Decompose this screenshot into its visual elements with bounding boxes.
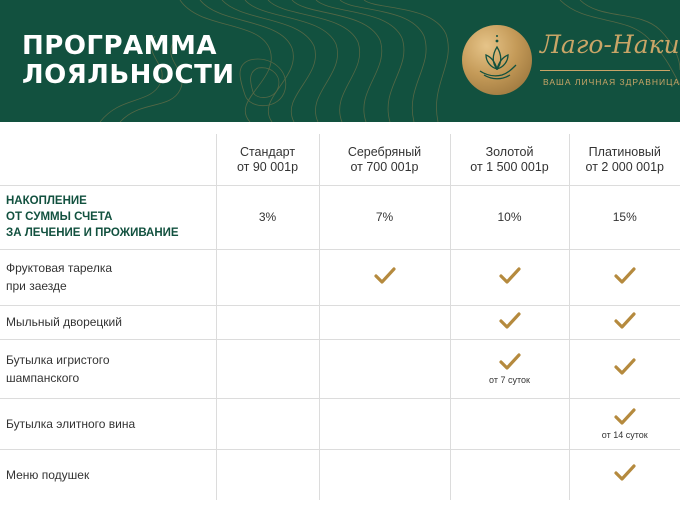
- logo-emblem: [462, 25, 532, 95]
- check-icon: [614, 358, 636, 376]
- accrual-value: 15%: [569, 185, 680, 249]
- perk-cell: [450, 249, 569, 305]
- level-min: от 1 500 001р: [470, 160, 549, 175]
- perk-cell: [216, 249, 319, 305]
- empty-header-cell: [0, 134, 216, 185]
- perk-cell: [450, 398, 569, 449]
- perk-cell: [319, 305, 450, 339]
- level-name: Серебряный: [347, 145, 422, 160]
- level-name: Стандарт: [239, 145, 296, 160]
- accrual-label: НАКОПЛЕНИЕ ОТ СУММЫ СЧЕТА ЗА ЛЕЧЕНИЕ И ПРОЖИВАНИЕ: [6, 195, 179, 239]
- perk-cell: [569, 449, 680, 500]
- level-header-standard: [216, 134, 319, 185]
- perk-label: Меню подушек: [0, 449, 216, 500]
- accrual-value: 3%: [216, 185, 319, 249]
- level-name: Платиновый: [588, 145, 661, 160]
- loyalty-table: [0, 134, 680, 500]
- perk-cell: [216, 305, 319, 339]
- level-header-platinum: [569, 134, 680, 185]
- level-header-silver: [319, 134, 450, 185]
- level-min: от 2 000 001р: [585, 160, 664, 175]
- perk-cell: [450, 305, 569, 339]
- perk-row: [0, 398, 680, 449]
- check-icon: [499, 353, 521, 371]
- perk-cell: [450, 339, 569, 398]
- accrual-row: [0, 185, 680, 249]
- check-icon: [614, 464, 636, 482]
- level-min: от 90 001р: [236, 160, 299, 175]
- check-icon: [374, 267, 396, 285]
- logo-tagline: ВАША ЛИЧНАЯ ЗДРАВНИЦА: [543, 77, 680, 87]
- accrual-value: 7%: [319, 185, 450, 249]
- perk-label: Мыльный дворецкий: [0, 305, 216, 339]
- perk-label: Фруктовая тарелка при заезде: [0, 249, 216, 305]
- check-icon: [499, 267, 521, 285]
- perk-cell: [319, 398, 450, 449]
- perk-row: [0, 305, 680, 339]
- perk-cell: [216, 449, 319, 500]
- perk-cell: [216, 398, 319, 449]
- check-icon: [614, 267, 636, 285]
- perk-row: [0, 249, 680, 305]
- perk-label: Бутылка элитного вина: [0, 398, 216, 449]
- perk-cell: [319, 339, 450, 398]
- perk-cell: [569, 339, 680, 398]
- logo-divider: [540, 70, 670, 71]
- page-title: ПРОГРАММА ЛОЯЛЬНОСТИ: [22, 31, 235, 90]
- perk-cell: [450, 449, 569, 500]
- accrual-label-cell: [0, 185, 216, 249]
- level-header-gold: [450, 134, 569, 185]
- check-icon: [614, 312, 636, 330]
- perk-note: от 7 суток: [489, 374, 530, 385]
- perk-note: от 14 суток: [601, 429, 648, 440]
- perk-label: Бутылка игристого шампанского: [0, 339, 216, 398]
- lotus-hand-icon: [462, 25, 532, 95]
- check-icon: [499, 312, 521, 330]
- logo-name: Лаго-Наки: [540, 30, 680, 59]
- perk-cell: [569, 398, 680, 449]
- perk-cell: [216, 339, 319, 398]
- header-banner: [0, 0, 680, 122]
- perk-cell: [319, 449, 450, 500]
- level-min: от 700 001р: [350, 160, 419, 175]
- perk-row: [0, 449, 680, 500]
- level-name: Золотой: [485, 145, 534, 160]
- perk-cell: [569, 249, 680, 305]
- perk-row: [0, 339, 680, 398]
- accrual-value: 10%: [450, 185, 569, 249]
- perk-cell: [569, 305, 680, 339]
- perk-cell: [319, 249, 450, 305]
- check-icon: [614, 408, 636, 426]
- table-header-row: [0, 134, 680, 185]
